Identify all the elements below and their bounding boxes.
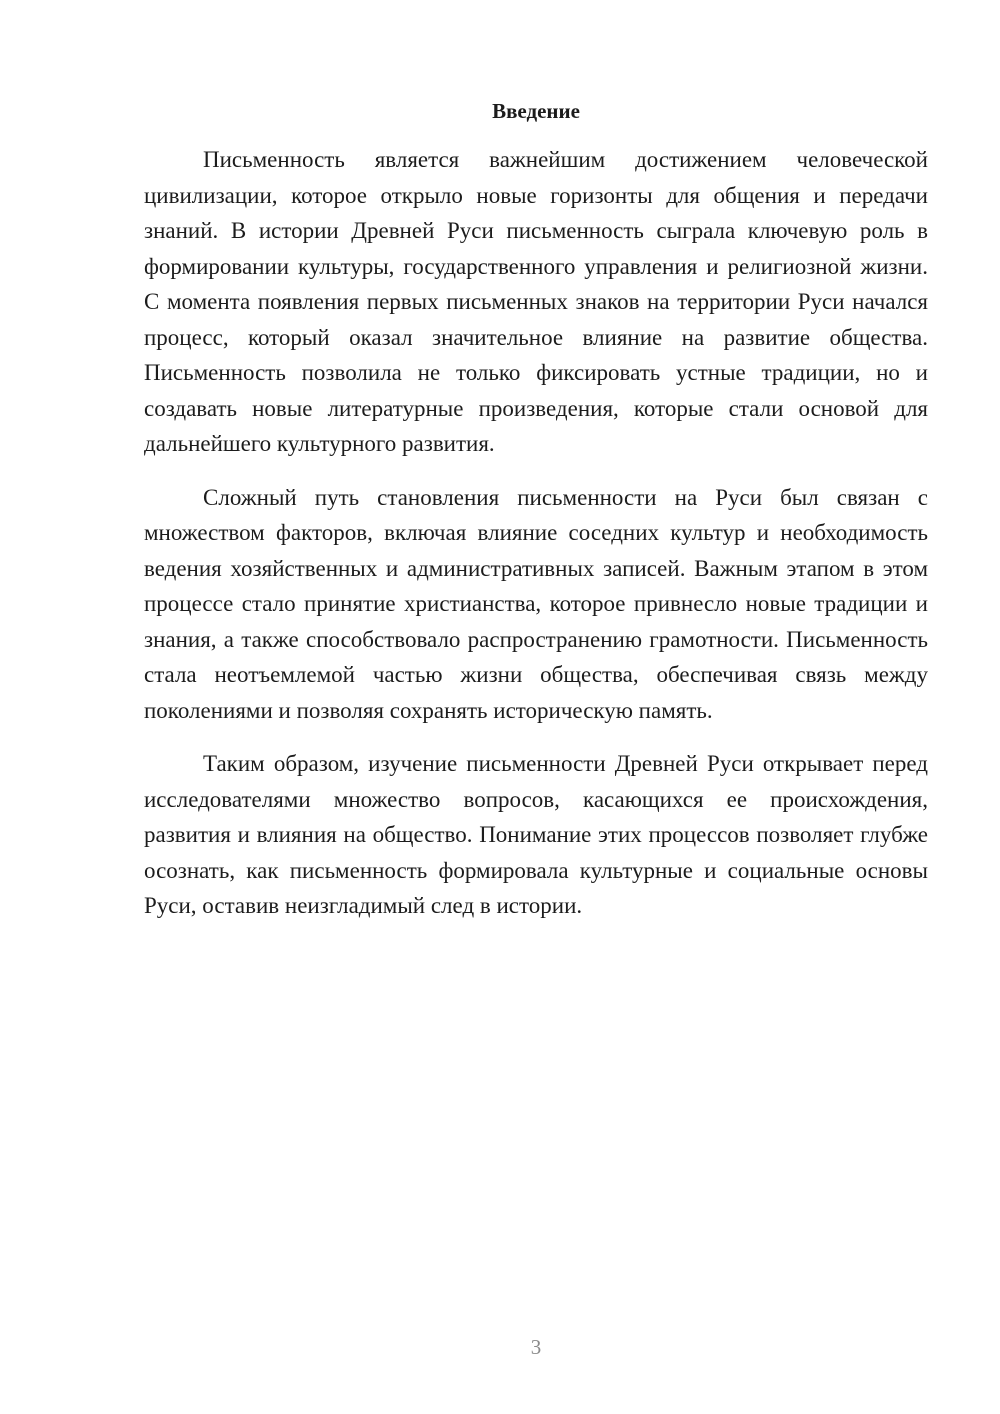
- paragraph-2: Сложный путь становления письменности на Руси был связан с множеством факторов, включая влияние соседних культур и необходимость ведения хозяйственных и административных записей. Важным этапом в этом процессе стало принятие христианства, которое привнесло новые традиции и знания, а также способствовало распространению грамотности. Письменность стала неотъемлемой частью жизни общества, обеспечивая связь между поколениями и позволяя сохранять историческую память.: [144, 484, 928, 723]
- section-title: Введение: [492, 99, 580, 123]
- paragraph-1: Письменность является важнейшим достижением человеческой цивилизации, которое открыло новые горизонты для общения и передачи знаний. В истории Древней Руси письменность сыграла ключевую роль в формировании культуры, государственного управления и религиозной жизни. С момента появления первых письменных знаков на территории Руси начался процесс, который оказал значительное влияние на развитие общества. Письменность позволила не только фиксировать устные традиции, но и создавать новые литературные произведения, которые стали основой для дальнейшего культурного развития.: [144, 147, 928, 456]
- page-number: 3: [530, 1335, 542, 1359]
- paragraph-3: Таким образом, изучение письменности Древней Руси открывает перед исследователями множество вопросов, касающихся ее происхождения, развития и влияния на общество. Понимание этих процессов позволяет глубже осознать, как письменность формировала культурные и социальные основы Руси, оставив неизгладимый след в истории.: [144, 751, 928, 918]
- body-text: [144, 142, 928, 942]
